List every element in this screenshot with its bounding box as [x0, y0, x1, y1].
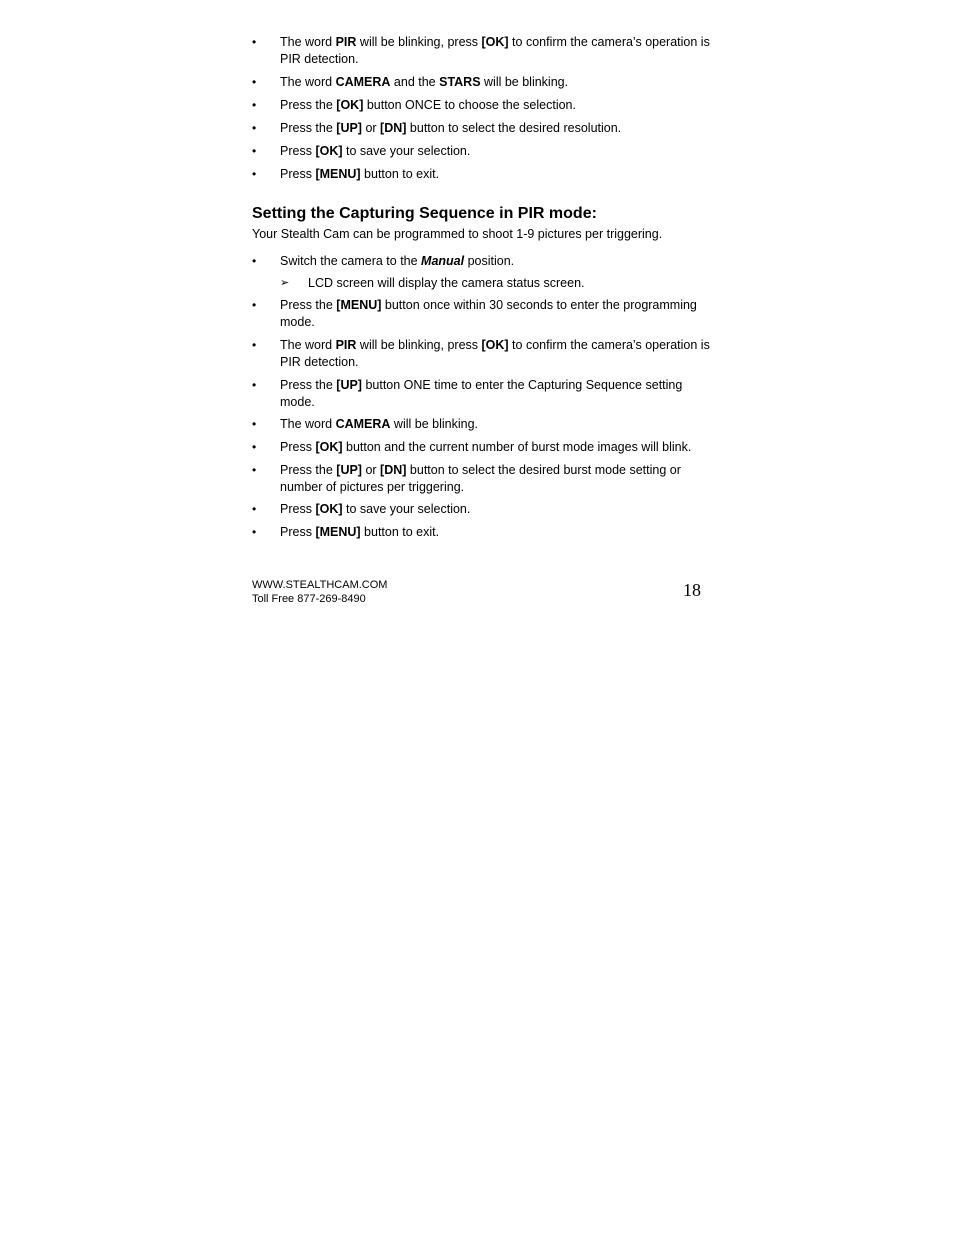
item-text: Switch the camera to the: [280, 254, 422, 268]
emphasized-text: PIR: [335, 35, 357, 49]
list-item: [252, 143, 712, 160]
bullet-icon: •: [252, 338, 257, 352]
emphasized-text: CAMERA: [335, 417, 391, 431]
bullet-icon: •: [252, 440, 257, 454]
footer-website: WWW.STEALTHCAM.COM: [252, 579, 388, 591]
list-item: [252, 34, 712, 68]
item-text: position.: [464, 254, 515, 268]
item-text: Press: [280, 525, 316, 539]
emphasized-text: [UP]: [336, 463, 362, 477]
item-text: Press the: [280, 121, 337, 135]
list-item: [252, 524, 712, 541]
bullet-icon: •: [252, 98, 257, 112]
item-text: Press: [280, 502, 316, 516]
emphasized-text: [OK]: [336, 98, 364, 112]
footer-contact: [252, 578, 387, 606]
item-text: to save your selection.: [342, 502, 471, 516]
item-text: The word: [280, 417, 336, 431]
emphasized-text: [UP]: [336, 121, 362, 135]
list-item: [252, 166, 712, 183]
item-text: Press the: [280, 378, 337, 392]
list-item: [252, 439, 712, 456]
bullet-icon: •: [252, 121, 257, 135]
emphasized-text: [OK]: [481, 35, 509, 49]
item-text: button to exit.: [360, 525, 440, 539]
emphasized-text: [OK]: [315, 144, 343, 158]
emphasized-text: [OK]: [315, 502, 343, 516]
emphasized-text: [UP]: [336, 378, 362, 392]
emphasized-text: [DN]: [380, 121, 407, 135]
item-text: and the: [390, 75, 440, 89]
item-text: will be blinking.: [390, 417, 478, 431]
item-text: The word: [280, 338, 336, 352]
item-text: button ONCE to choose the selection.: [363, 98, 576, 112]
item-text: button and the current number of burst mode images will blink.: [342, 440, 692, 454]
list-item: [252, 377, 712, 411]
emphasized-text: PIR: [335, 338, 357, 352]
item-text: will be blinking, press: [356, 338, 482, 352]
emphasized-text: [DN]: [380, 463, 407, 477]
list-item: [252, 253, 712, 270]
list-item: [252, 97, 712, 114]
item-text: Press the: [280, 98, 337, 112]
section-heading: Setting the Capturing Sequence in PIR mode:: [252, 205, 597, 222]
item-text: or: [361, 121, 381, 135]
sub-list-item: [252, 275, 712, 292]
item-text: to confirm the camera’s operation is PIR detection.: [280, 338, 710, 369]
bullet-icon: •: [252, 502, 257, 516]
emphasized-text: STARS: [439, 75, 481, 89]
emphasized-text: [OK]: [481, 338, 509, 352]
item-text: button to select the desired burst mode setting or number of pictures per triggering.: [280, 463, 681, 494]
item-text: will be blinking.: [480, 75, 569, 89]
item-text: to confirm the camera’s operation is PIR detection.: [280, 35, 710, 66]
item-text: Press the: [280, 463, 337, 477]
item-text: or: [361, 463, 381, 477]
item-text: Press the: [280, 298, 337, 312]
list-item: [252, 501, 712, 518]
item-text: Press: [280, 144, 316, 158]
item-text: button once within 30 seconds to enter the programming mode.: [280, 298, 697, 329]
instruction-list-resolution: [252, 34, 712, 189]
emphasized-text: [OK]: [315, 440, 343, 454]
item-text: button to exit.: [360, 167, 440, 181]
item-text: button ONE time to enter the Capturing Sequence setting mode.: [280, 378, 683, 409]
instruction-list-capture-sequence: [252, 253, 712, 547]
emphasized-text: [MENU]: [336, 298, 382, 312]
footer-phone: Toll Free 877-269-8490: [252, 593, 366, 605]
bullet-icon: •: [252, 525, 257, 539]
item-text: LCD screen will display the camera status screen.: [308, 276, 585, 290]
item-text: The word: [280, 35, 336, 49]
emphasized-text: [MENU]: [315, 167, 361, 181]
bullet-icon: •: [252, 463, 257, 477]
item-text: button to select the desired resolution.: [406, 121, 622, 135]
item-text: will be blinking, press: [356, 35, 482, 49]
bullet-icon: •: [252, 167, 257, 181]
bullet-icon: •: [252, 75, 257, 89]
emphasized-text: [MENU]: [315, 525, 361, 539]
item-text: The word: [280, 75, 336, 89]
list-item: [252, 120, 712, 137]
item-text: to save your selection.: [342, 144, 471, 158]
bullet-icon: •: [252, 298, 257, 312]
bullet-icon: •: [252, 417, 257, 431]
bullet-icon: •: [252, 254, 257, 268]
bullet-icon: •: [252, 378, 257, 392]
item-text: Press: [280, 167, 316, 181]
arrow-bullet-icon: ➢: [280, 277, 290, 289]
section-intro: Your Stealth Cam can be programmed to shoot 1-9 pictures per triggering.: [252, 227, 663, 241]
list-item: [252, 74, 712, 91]
bullet-icon: •: [252, 35, 257, 49]
list-item: [252, 297, 712, 331]
item-text: Press: [280, 440, 316, 454]
bullet-icon: •: [252, 144, 257, 158]
list-item: [252, 416, 712, 433]
list-item: [252, 462, 712, 496]
page-number: 18: [683, 580, 701, 600]
emphasized-text: Manual: [421, 254, 465, 268]
emphasized-text: CAMERA: [335, 75, 391, 89]
list-item: [252, 337, 712, 371]
